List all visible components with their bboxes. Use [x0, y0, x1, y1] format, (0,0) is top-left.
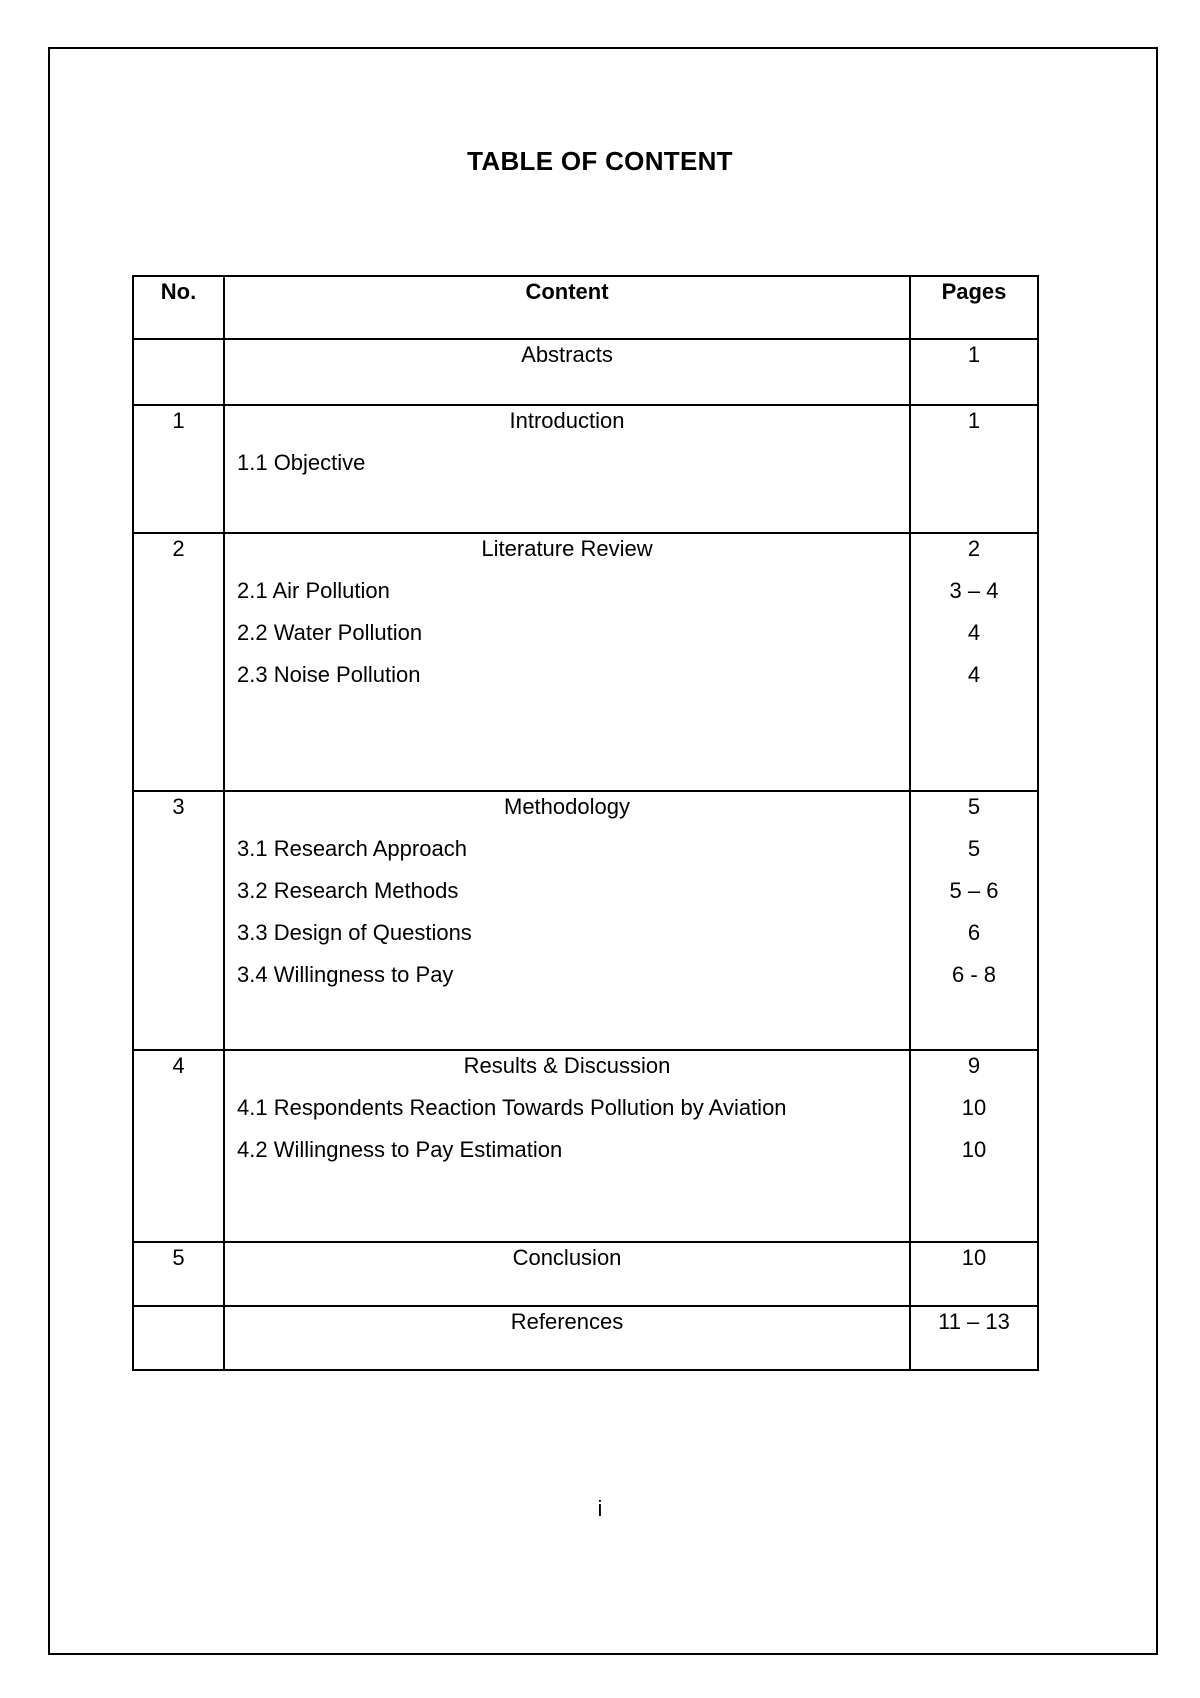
- section-pages: 1: [967, 408, 981, 433]
- toc-section-methodology: [133, 791, 1038, 1050]
- section-number: 3: [172, 794, 185, 819]
- subsection-label: 3.1 Research Approach: [237, 836, 467, 861]
- subsection-pages: 5 – 6: [949, 878, 999, 903]
- section-title: Introduction: [509, 408, 625, 433]
- subsection-label: 2.1 Air Pollution: [237, 578, 390, 603]
- toc-section-literature-review: [133, 533, 1038, 791]
- section-pages: 9: [967, 1053, 981, 1078]
- toc-table: [132, 275, 1039, 1371]
- section-number: 5: [172, 1245, 185, 1270]
- section-title: Conclusion: [512, 1245, 622, 1270]
- section-pages: 1: [967, 342, 981, 367]
- subsection-label: 3.2 Research Methods: [237, 878, 459, 903]
- subsection-label: 2.2 Water Pollution: [237, 620, 423, 645]
- subsection-label: 3.3 Design of Questions: [237, 920, 472, 945]
- subsection-label: 4.2 Willingness to Pay Estimation: [237, 1137, 563, 1162]
- section-pages: 5: [967, 794, 981, 819]
- toc-section-introduction: [133, 405, 1038, 533]
- section-number: [134, 1307, 223, 1349]
- subsection-label: 1.1 Objective: [237, 450, 366, 475]
- subsection-pages: 3 – 4: [949, 578, 999, 603]
- section-title: Literature Review: [481, 536, 653, 561]
- header-pages: Pages: [910, 276, 1038, 339]
- subsection-pages: 4: [967, 620, 981, 645]
- subsection-pages: 6 - 8: [951, 962, 997, 987]
- toc-header-row: [133, 276, 1038, 339]
- toc-section-abstracts: [133, 339, 1038, 405]
- section-number: 1: [172, 408, 185, 433]
- section-title: References: [510, 1309, 624, 1334]
- page-number: i: [597, 1496, 603, 1521]
- subsection-label: 2.3 Noise Pollution: [237, 662, 421, 687]
- section-number: 2: [172, 536, 185, 561]
- section-number: 4: [172, 1053, 185, 1078]
- section-title: Methodology: [504, 794, 630, 819]
- section-pages: 10: [961, 1245, 987, 1270]
- section-number: [134, 340, 223, 382]
- section-pages: 2: [967, 536, 981, 561]
- header-no: No.: [133, 276, 224, 339]
- section-title: Results & Discussion: [463, 1053, 671, 1078]
- document-title: TABLE OF CONTENT: [467, 146, 733, 176]
- subsection-pages: 10: [961, 1095, 987, 1120]
- subsection-pages: [911, 448, 1037, 490]
- subsection-pages: 6: [967, 920, 981, 945]
- toc-section-references: [133, 1306, 1038, 1370]
- subsection-label: 4.1 Respondents Reaction Towards Pollution by Aviation: [237, 1095, 787, 1120]
- section-pages: 11 – 13: [938, 1309, 1010, 1334]
- subsection-label: 3.4 Willingness to Pay: [237, 962, 454, 987]
- subsection-pages: 10: [961, 1137, 987, 1162]
- subsection-pages: 4: [967, 662, 981, 687]
- subsection-pages: 5: [967, 836, 981, 861]
- toc-section-conclusion: [133, 1242, 1038, 1306]
- header-content: Content: [224, 276, 910, 339]
- section-title: Abstracts: [521, 342, 613, 367]
- toc-section-results-discussion: [133, 1050, 1038, 1242]
